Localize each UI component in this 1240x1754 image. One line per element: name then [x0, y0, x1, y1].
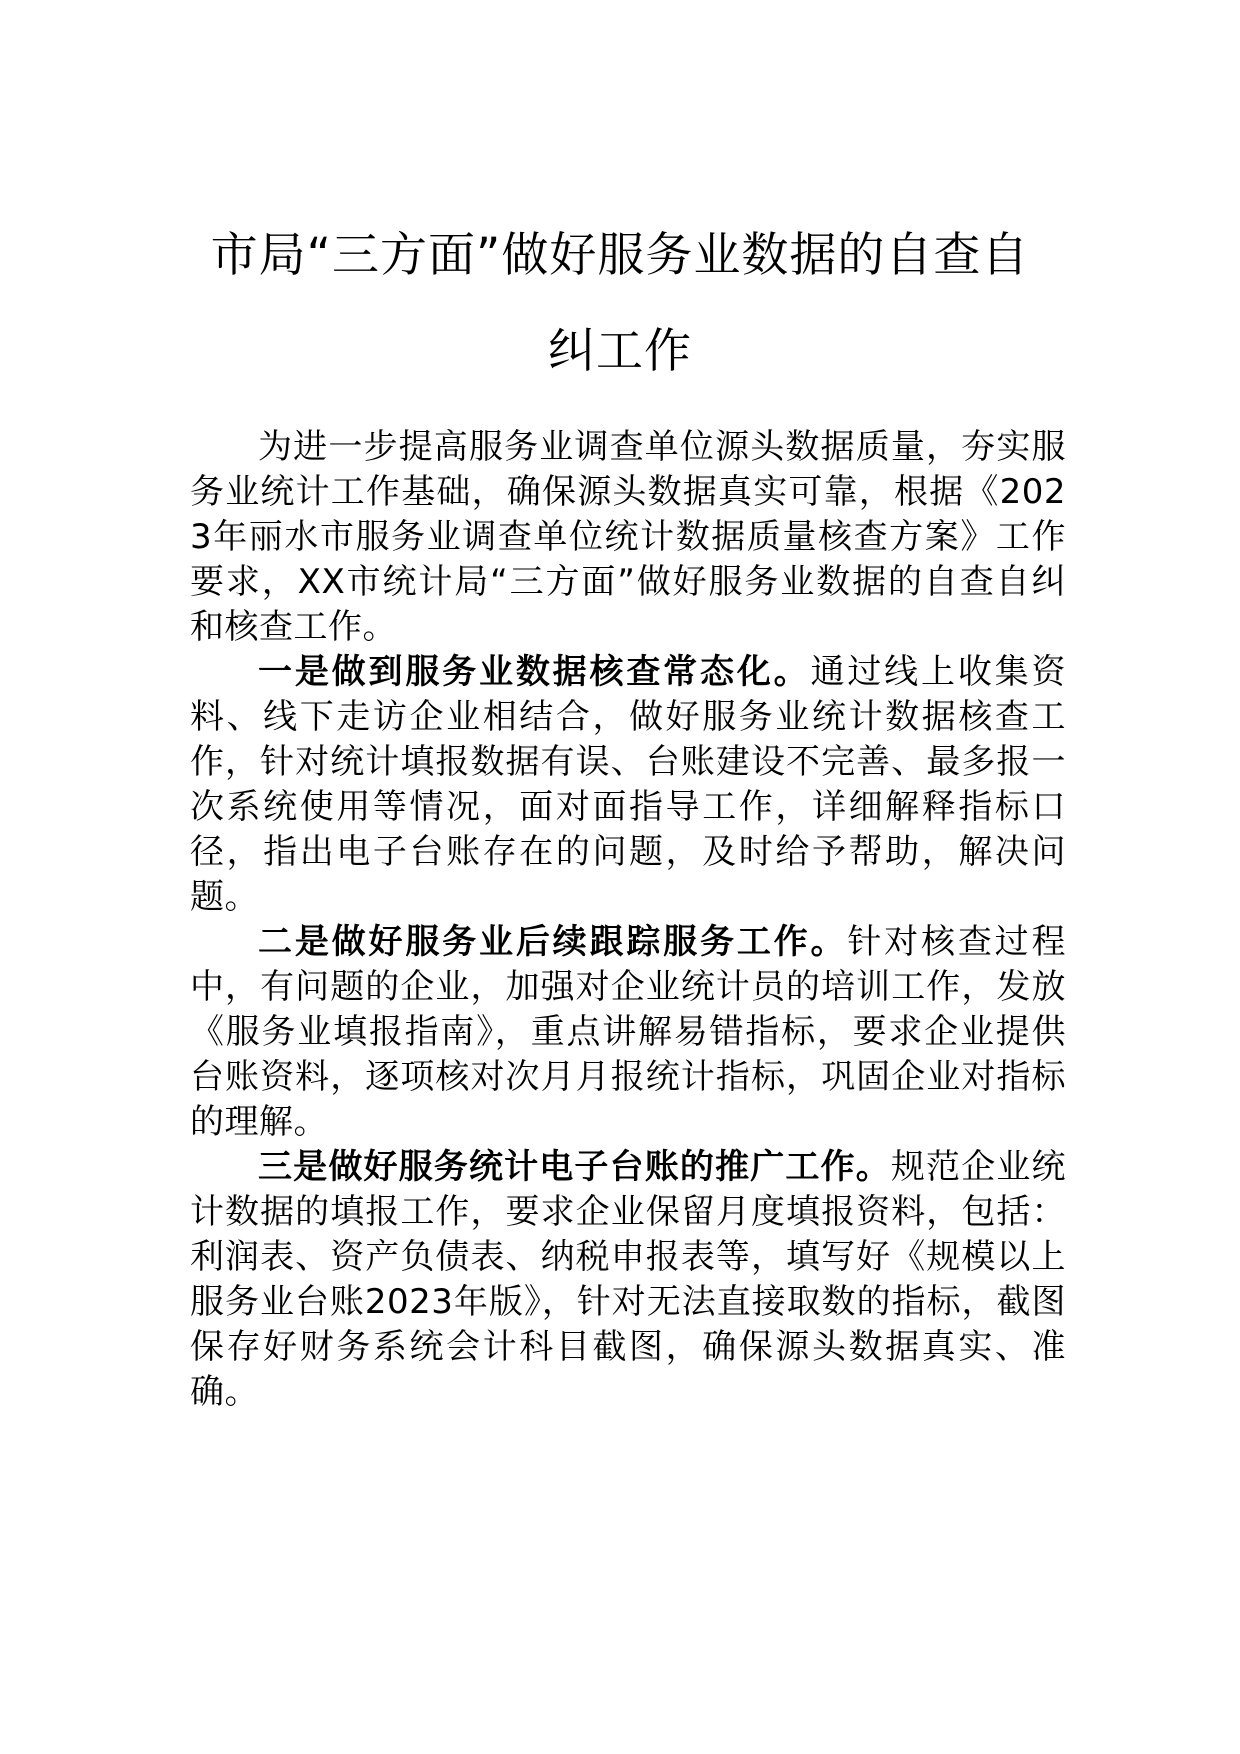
section-paragraph-3 [190, 1145, 1066, 1415]
section-heading-2: 二是做好服务业后续跟踪服务工作。 [258, 922, 848, 962]
section-text-3: 规范企业统计数据的填报工作，要求企业保留月度填报资料，包括：利润表、资产负债表、纳税申报表等，填写好《规模以上服务业台账2023年版》，针对无法直接取数的指标，截图保存好财务系统会计科目截图，确保源头数据真实、准确。 [190, 1147, 1067, 1412]
section-text-1: 通过线上收集资料、线下走访企业相结合，做好服务业统计数据核查工作，针对统计填报数据有误、台账建设不完善、最多报一次系统使用等情况，面对面指导工作，详细解释指标口径，指出电子台账存在的问题，及时给予帮助，解决问题。 [190, 652, 1066, 917]
document-title: 市局“三方面”做好服务业数据的自查自纠工作 [210, 228, 1030, 379]
section-paragraph-2 [190, 920, 1066, 1145]
section-heading-1: 一是做到服务业数据核查常态化。 [258, 652, 811, 692]
section-paragraph-1 [190, 650, 1066, 920]
intro-paragraph: 为进一步提高服务业调查单位源头数据质量，夯实服务业统计工作基础，确保源头数据真实可靠，根据《2023年丽水市服务业调查单位统计数据质量核查方案》工作要求，XX市统计局“三方面”做好服务业数据的自查自纠和核查工作。 [190, 427, 1066, 647]
section-heading-3: 三是做好服务统计电子台账的推广工作。 [258, 1147, 891, 1187]
document-body [190, 425, 1066, 1415]
section-text-2: 针对核查过程中，有问题的企业，加强对企业统计员的培训工作，发放《服务业填报指南》，重点讲解易错指标，要求企业提供台账资料，逐项核对次月月报统计指标，巩固企业对指标的理解。 [190, 922, 1067, 1142]
